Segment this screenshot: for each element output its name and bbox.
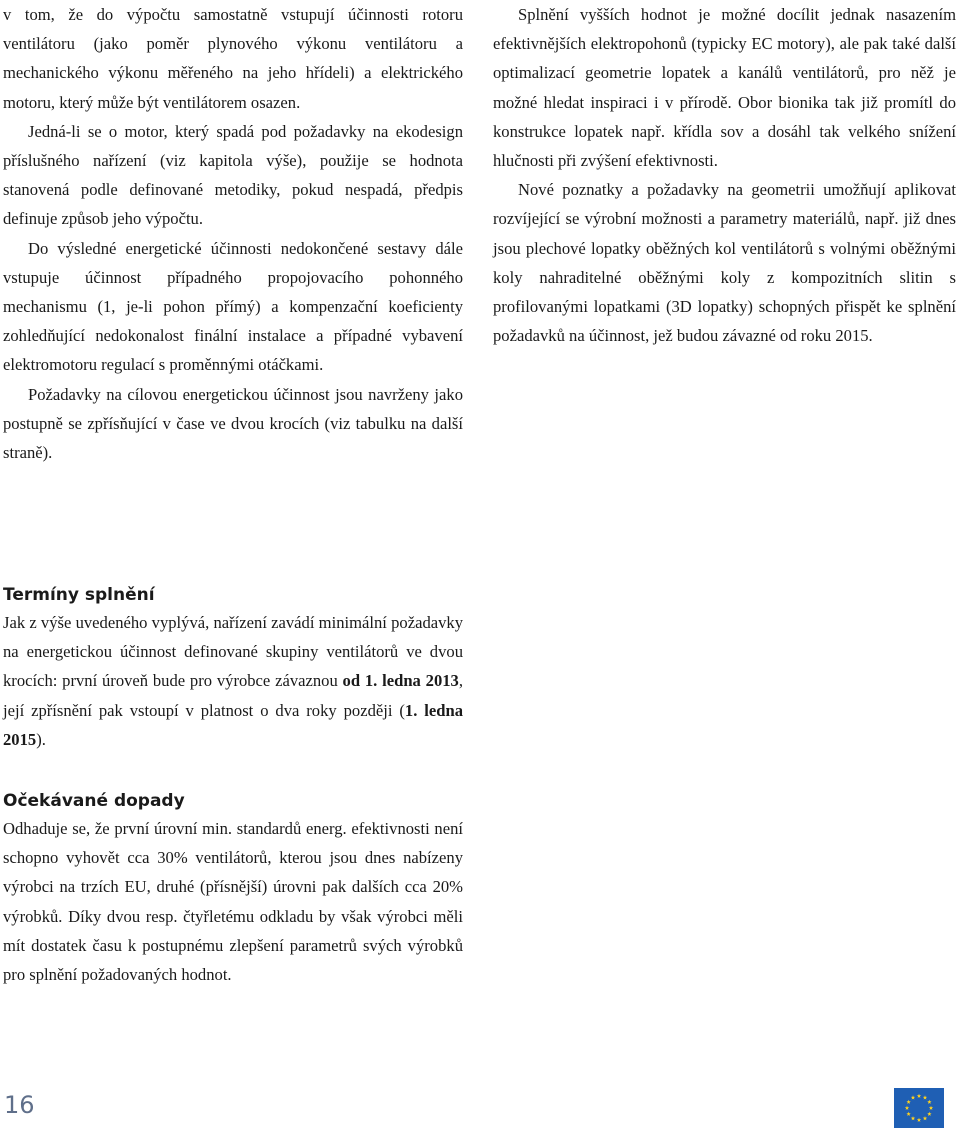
impacts-heading: Očekávané dopady [3, 791, 185, 811]
left-paragraph-2: Jedná-li se o motor, který spadá pod požadavky na ekodesign příslušného nařízení (viz kapitola výše), použije se hodnota stanovená podle definované metodiky, pokud nespadá, předpis definuje způsob jeho výpočtu. [3, 121, 463, 229]
impacts-text: Odhaduje se, že první úrovní min. standardů energ. efektivnosti není schopno vyhovět cca 30% ventilátorů, kterou jsou dnes nabízeny výrobci na trzích EU, druhé (přísnější) úrovni pak dalších cca 20% výrobků. Díky dvou resp. čtyřletému odkladu by však výrobci měli mít dostatek času k postupnému zlepšení parametrů svých výrobků pro splnění požadovaných hodnot. [3, 819, 463, 985]
left-paragraph-4: Požadavky na cílovou energetickou účinnost jsou navrženy jako postupně se zpřísňující v čase ve dvou krocích (viz tabulku na další straně). [3, 384, 463, 463]
left-paragraph-3: Do výsledné energetické účinnosti nedokončené sestavy dále vstupuje účinnost případného propojovacího pohonného mechanismu (1, je-li pohon přímý) a kompenzační koeficienty zohledňující nedokonalost finální instalace a případné vybavení elektromotoru regulací s proměnnými otáčkami. [3, 238, 463, 375]
deadlines-text-part-1: Jak z výše uvedeného vyplývá, nařízení zavádí minimální požadavky na energetickou účinnost definované skupiny ventilátorů ve dvou krocích: první úroveň bude pro výrobce závaznou [3, 613, 463, 691]
page-number: 16 [4, 1091, 35, 1119]
deadlines-heading: Termíny splnění [3, 585, 155, 605]
deadlines-text-part-3: ). [36, 729, 46, 749]
deadline-date-1: od 1. ledna 2013 [342, 671, 459, 691]
right-paragraph-1: Splnění vyšších hodnot je možné docílit jednak nasazením efektivnějších elektropohonů (typicky EC motory), ale pak také další optimalizací geometrie lopatek a kanálů ventilátorů, pro něž je možné hledat inspiraci i v přírodě. Obor bionika tak již promítl do konstrukce lopatek např. křídla sov a dosáhl tak velkého snížení hlučnosti při zvýšení efektivnosti. [493, 5, 956, 171]
right-column [493, 0, 956, 350]
section-impacts [3, 788, 463, 989]
right-paragraph-2: Nové poznatky a požadavky na geometrii umožňují aplikovat rozvíjející se výrobní možnosti a parametry materiálů, např. již dnes jsou plechové lopatky oběžných kol ventilátorů s volnými oběžnými koly nahraditelné oběžnými koly z kompozitních slitin s profilovanými lopatkami (3D lopatky) schopných přispět ke splnění požadavků na účinnost, jež budou závazné od roku 2015. [493, 180, 956, 346]
eu-flag-icon [894, 1088, 944, 1128]
deadlines-text-part-2: , její zpřísnění pak vstoupí v platnost o dva roky později ( [3, 671, 463, 720]
deadlines-text [3, 608, 463, 754]
left-column [3, 0, 463, 467]
left-paragraph-1: v tom, že do výpočtu samostatně vstupují účinnosti rotoru ventilátoru (jako poměr plynového výkonu ventilátoru a mechanického výkonu měřeného na jeho hřídeli) a elektrického motoru, který může být ventilátorem osazen. [3, 5, 463, 112]
section-deadlines [3, 582, 463, 754]
deadline-date-2: 1. ledna 2015 [3, 700, 463, 749]
